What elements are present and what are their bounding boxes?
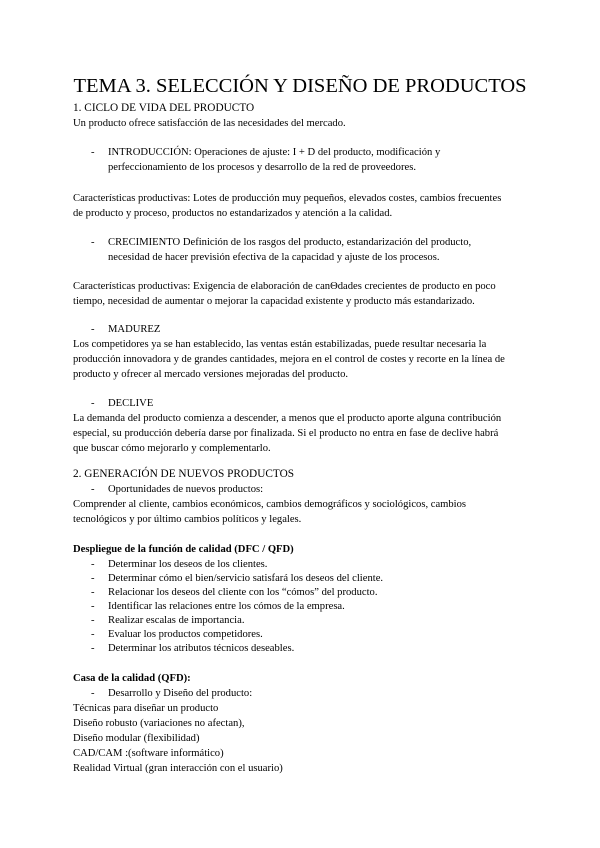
oportunidades-text-line-1: Comprender al cliente, cambios económicos, cambios demográficos y sociológicos, cambios: [73, 499, 467, 510]
declive-text-line-3: que buscar cómo mejorarlo y complementarlo.: [73, 443, 271, 454]
declive-label: DECLIVE: [108, 398, 154, 409]
madurez-label: MADUREZ: [108, 324, 161, 335]
crecimiento-caract-line-1: Características productivas: Exigencia de elaboración de canΘdades crecientes de producto en poco: [73, 281, 496, 292]
casa-calidad-item: Desarrollo y Diseño del producto:: [108, 688, 253, 699]
bullet-dash: -: [91, 615, 95, 626]
madurez-text-line-2: producción innovadora y de grandes cantidades, mejora en el control de costes y recorte en la línea de: [73, 354, 505, 365]
bullet-dash: -: [91, 587, 95, 598]
oportunidades-text-line-2: tecnológicos y por último cambios políticos y legales.: [73, 514, 302, 525]
section-2-heading: 2. GENERACIÓN DE NUEVOS PRODUCTOS: [73, 468, 295, 480]
casa-calidad-line: Diseño robusto (variaciones no afectan),: [73, 718, 245, 729]
casa-calidad-line: Técnicas para diseñar un producto: [73, 703, 219, 714]
bullet-dash: -: [91, 629, 95, 640]
bullet-dash: -: [91, 324, 95, 335]
bullet-dash: -: [91, 573, 95, 584]
declive-text-line-1: La demanda del producto comienza a descender, a menos que el producto aporte alguna contribución: [73, 413, 502, 424]
bullet-dash: -: [91, 559, 95, 570]
crecimiento-caract-line-2: tiempo, necesidad de aumentar o mejorar la capacidad existente y producto más estandarizado.: [73, 296, 475, 307]
bullet-dash: -: [91, 484, 95, 495]
section-1-intro: Un producto ofrece satisfacción de las necesidades del mercado.: [73, 118, 346, 129]
qfd-item: Realizar escalas de importancia.: [108, 615, 245, 626]
casa-calidad-line: Realidad Virtual (gran interacción con el usuario): [73, 763, 283, 774]
section-1-heading: 1. CICLO DE VIDA DEL PRODUCTO: [73, 102, 255, 114]
introduccion-line-1: INTRODUCCIÓN: Operaciones de ajuste: I + D del producto, modificación y: [108, 147, 441, 158]
madurez-text-line-3: producto y ofrecer al mercado versiones mejoradas del producto.: [73, 369, 349, 380]
bullet-dash: -: [91, 643, 95, 654]
casa-calidad-line: Diseño modular (flexibilidad): [73, 733, 200, 744]
introduccion-caract-line-1: Características productivas: Lotes de producción muy pequeños, elevados costes, cambios frecuentes: [73, 193, 502, 204]
introduccion-caract-line-2: de producto y proceso, productos no estandarizados y atención a la calidad.: [73, 208, 393, 219]
bullet-dash: -: [91, 237, 95, 248]
qfd-item: Determinar cómo el bien/servicio satisfará los deseos del cliente.: [108, 573, 384, 584]
bullet-dash: -: [91, 398, 95, 409]
qfd-item: Identificar las relaciones entre los cómos de la empresa.: [108, 601, 345, 612]
casa-calidad-line: CAD/CAM :(software informático): [73, 748, 224, 759]
qfd-item: Determinar los deseos de los clientes.: [108, 559, 268, 570]
declive-text-line-2: especial, su producción debería darse por finalizada. Si el producto no entra en fase de declive habrá: [73, 428, 499, 439]
madurez-text-line-1: Los competidores ya se han establecido, las ventas están estabilizadas, puede resultar necesaria la: [73, 339, 487, 350]
casa-calidad-heading: Casa de la calidad (QFD):: [73, 673, 191, 684]
introduccion-line-2: perfeccionamiento de los procesos y desarrollo de la red de proveedores.: [108, 162, 416, 173]
bullet-dash: -: [91, 147, 95, 158]
oportunidades-label: Oportunidades de nuevos productos:: [108, 484, 264, 495]
qfd-item: Evaluar los productos competidores.: [108, 629, 263, 640]
qfd-item: Relacionar los deseos del cliente con los “cómos” del producto.: [108, 587, 378, 598]
crecimiento-line-2: necesidad de hacer previsión efectiva de la capacidad y ajuste de los procesos.: [108, 252, 440, 263]
page-title: TEMA 3. SELECCIÓN Y DISEÑO DE PRODUCTOS: [73, 75, 527, 97]
crecimiento-line-1: CRECIMIENTO Definición de los rasgos del producto, estandarización del producto,: [108, 237, 472, 248]
qfd-heading: Despliegue de la función de calidad (DFC / QFD): [73, 544, 294, 555]
qfd-item: Determinar los atributos técnicos deseables.: [108, 643, 295, 654]
bullet-dash: -: [91, 601, 95, 612]
bullet-dash: -: [91, 688, 95, 699]
